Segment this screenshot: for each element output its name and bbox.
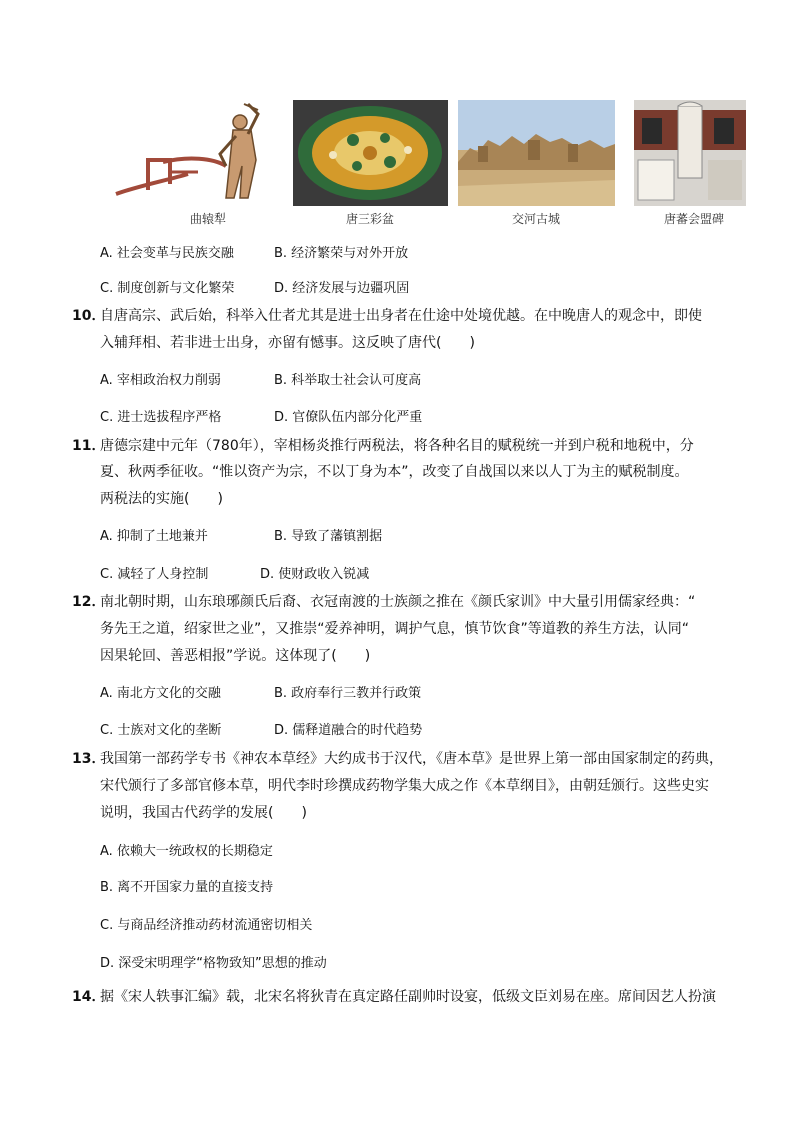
q12-stem-line3: 因果轮回、善恶相报”学说。这体现了( ) <box>100 648 371 664</box>
q10-stem-line2: 入辅拜相、若非进士出身，亦留有憾事。这反映了唐代( ) <box>100 335 475 351</box>
q10-stem-line1: 自唐高宗、武后始，科举入仕者尤其是进士出身者在仕途中处境优越。在中晚唐人的观念中，即使 <box>100 308 702 324</box>
caption-stele: 唐蕃会盟碑 <box>663 212 724 226</box>
q13-number: 13． <box>72 751 106 767</box>
q9-option-a[interactable]: A. 社会变革与民族交融 <box>100 246 234 261</box>
q11-option-c[interactable]: C. 减轻了人身控制 <box>100 567 209 582</box>
q11-stem-line1: 唐德宗建中元年（780年），宰相杨炎推行两税法，将各种名目的赋税统一并到户税和地税中，分 <box>100 438 694 454</box>
q12-option-b[interactable]: B. 政府奉行三教并行政策 <box>274 686 422 701</box>
q13-option-b[interactable]: B. 离不开国家力量的直接支持 <box>100 880 274 895</box>
tang-tibet-stele-photo-icon <box>634 100 746 206</box>
q13-stem-line2: 宋代颁行了多部官修本草，明代李时珍撰成药物学集大成之作《本草纲目》，由朝廷颁行。这些史实 <box>100 778 709 794</box>
q11-number: 11． <box>72 438 106 454</box>
q13-option-d[interactable]: D. 深受宋明理学“格物致知”思想的推动 <box>100 956 327 971</box>
q11-option-b[interactable]: B. 导致了藩镇割据 <box>274 529 383 544</box>
q12-stem-line1: 南北朝时期，山东琅琊颜氏后裔、衣冠南渡的士族颜之推在《颜氏家训》中大量引用儒家经典：“ <box>100 594 696 610</box>
q14-stem-line1: 据《宋人轶事汇编》载，北宋名将狄青在真定路任副帅时设宴，低级文臣刘易在座。席间因艺人扮演 <box>100 989 716 1005</box>
q10-option-d[interactable]: D. 官僚队伍内部分化严重 <box>274 410 423 425</box>
q10-option-a[interactable]: A. 宰相政治权力削弱 <box>100 373 221 388</box>
q12-stem-line2: 务先王之道，绍家世之业”，又推崇“爱养神明，调护气息，慎节饮食”等道教的养生方法，认同“ <box>100 621 690 637</box>
q13-option-c[interactable]: C. 与商品经济推动药材流通密切相关 <box>100 918 313 933</box>
tang-sancai-basin-photo-icon <box>293 100 448 206</box>
caption-basin: 唐三彩盆 <box>345 212 394 226</box>
q13-stem-line3: 说明，我国古代药学的发展( ) <box>100 805 307 821</box>
plow-farmer-drawing-icon <box>108 100 278 208</box>
q11-stem-line2: 夏、秋两季征收。“惟以资产为宗，不以丁身为本”，改变了自战国以来以人丁为主的赋税制度。 <box>100 464 689 480</box>
q10-number: 10． <box>72 308 106 324</box>
q11-option-a[interactable]: A. 抑制了土地兼并 <box>100 529 208 544</box>
q12-option-d[interactable]: D. 儒释道融合的时代趋势 <box>274 723 423 738</box>
jiaohe-ruins-photo-icon <box>458 100 615 206</box>
q13-stem-line1: 我国第一部药学专书《神农本草经》大约成书于汉代，《唐本草》是世界上第一部由国家制定的药典， <box>100 751 723 767</box>
q9-option-d[interactable]: D. 经济发展与边疆巩固 <box>274 281 410 296</box>
q13-option-a[interactable]: A. 依赖大一统政权的长期稳定 <box>100 844 273 859</box>
q12-option-a[interactable]: A. 南北方文化的交融 <box>100 686 221 701</box>
q10-option-b[interactable]: B. 科举取士社会认可度高 <box>274 373 422 388</box>
q12-number: 12． <box>72 594 106 610</box>
caption-plow: 曲辕犁 <box>189 212 226 226</box>
q14-number: 14． <box>72 989 106 1005</box>
q10-option-c[interactable]: C. 进士选拔程序严格 <box>100 410 222 425</box>
q12-option-c[interactable]: C. 士族对文化的垄断 <box>100 723 222 738</box>
q9-option-b[interactable]: B. 经济繁荣与对外开放 <box>274 246 409 261</box>
q9-option-c[interactable]: C. 制度创新与文化繁荣 <box>100 281 235 296</box>
caption-jiaohe: 交河古城 <box>511 212 560 226</box>
q11-stem-line3: 两税法的实施( ) <box>100 491 223 507</box>
q11-option-d[interactable]: D. 使财政收入锐减 <box>260 567 370 582</box>
figure-strip <box>108 100 748 228</box>
